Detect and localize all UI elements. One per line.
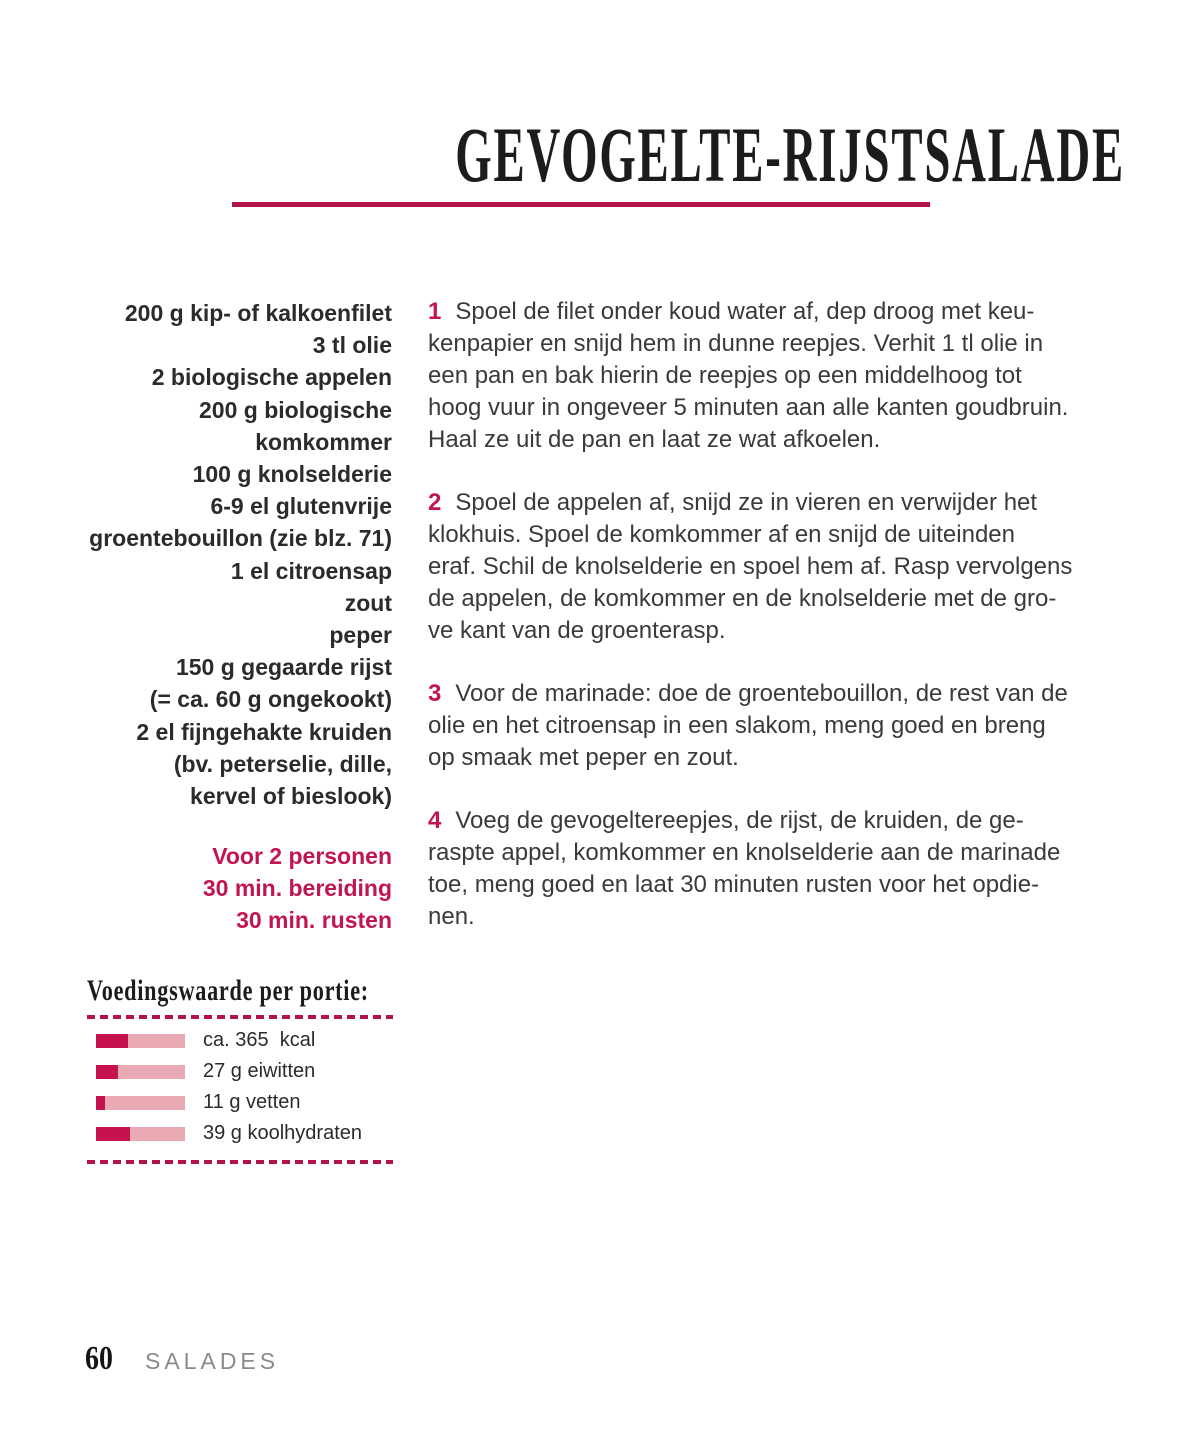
ingredient-line: 2 biologische appelen — [151, 364, 392, 391]
nutrition-bar-fill — [96, 1127, 130, 1141]
nutrition-row — [87, 1025, 393, 1056]
serving-info-line: Voor 2 personen — [212, 843, 392, 869]
ingredient-line: 1 el citroensap — [230, 557, 392, 584]
step: 3 Voor de marinade: doe de groentebouillon, de rest van de olie en het citroensap in een slakom, meng goed en breng op smaak met peper en zout. — [428, 680, 1068, 771]
nutrition-label: 39 g koolhydraten — [203, 1122, 363, 1144]
page-title — [232, 111, 1125, 198]
nutrition-row — [87, 1056, 393, 1087]
nutrition-label: 11 g vetten — [203, 1091, 301, 1113]
serving-info-line: 30 min. bereiding — [202, 875, 392, 901]
ingredients-list — [60, 297, 392, 812]
ingredient-line: 200 g biologische — [199, 396, 392, 423]
dashed-divider-top — [87, 1015, 393, 1019]
serving-info-line: 30 min. rusten — [236, 907, 392, 933]
nutrition-row — [87, 1118, 393, 1149]
ingredient-line: (bv. peterselie, dille, — [173, 750, 392, 777]
serving-info — [60, 840, 392, 936]
nutrition-bar — [96, 1034, 185, 1048]
nutrition-bar-fill — [96, 1065, 118, 1079]
ingredient-line: 3 tl olie — [312, 332, 392, 359]
step: 1 Spoel de filet onder koud water af, dep droog met keu- kenpapier en snijd hem in dunne reepjes. Verhit 1 tl olie in een pan en bak hierin de reepjes op een middelhoog tot hoog vuur in ongeveer 5 minuten aan alle kanten goudbruin. Haal ze uit de pan en laat ze wat afkoelen. — [428, 298, 1069, 453]
ingredient-line: 6-9 el glutenvrije — [210, 493, 392, 520]
nutrition-label: ca. 365 kcal — [203, 1029, 316, 1051]
nutrition-bar — [96, 1127, 185, 1141]
page-footer — [85, 1340, 279, 1378]
ingredient-line: komkommer — [255, 428, 392, 455]
step-number: 1 — [428, 298, 442, 325]
ingredient-line: (= ca. 60 g ongekookt) — [149, 686, 392, 713]
nutrition-bar-fill — [96, 1096, 105, 1110]
ingredient-line: 150 g gegaarde rijst — [175, 654, 392, 681]
nutrition-label: 27 g eiwitten — [203, 1060, 316, 1082]
nutrition-bar — [96, 1096, 185, 1110]
nutrition-rows — [87, 1025, 393, 1149]
ingredient-line: zout — [344, 589, 392, 616]
ingredient-line: peper — [329, 622, 392, 649]
step-number: 2 — [428, 489, 442, 516]
nutrition-bar-fill — [96, 1034, 128, 1048]
step: 2 Spoel de appelen af, snijd ze in vieren en verwijder het klokhuis. Spoel de komkommer af en snijd de uiteinden eraf. Schil de knolselderie en spoel hem af. Rasp vervolgens de appelen, de komkommer en de knolselderie met de gro- ve kant van de groenterasp. — [428, 489, 1073, 644]
chapter-name: SALADES — [145, 1348, 280, 1374]
ingredient-line: groentebouillon (zie blz. 71) — [89, 525, 392, 552]
dashed-divider-bottom — [87, 1160, 393, 1164]
page-number: 60 — [85, 1340, 113, 1377]
title-underline — [232, 202, 930, 207]
page-title-text: GEVOGELTE-RIJSTSALADE — [455, 111, 1125, 198]
nutrition-heading-text: Voedingswaarde per portie: — [87, 974, 369, 1007]
nutrition-row — [87, 1087, 393, 1118]
ingredient-line: 200 g kip- of kalkoenfilet — [124, 300, 392, 326]
nutrition-bar — [96, 1065, 185, 1079]
step-number: 3 — [428, 680, 442, 707]
step: 4 Voeg de gevogeltereepjes, de rijst, de kruiden, de ge- raspte appel, komkommer en knolselderie aan de marinade toe, meng goed en laat 30 minuten rusten voor het opdie- nen. — [428, 807, 1061, 930]
ingredient-line: kervel of bieslook) — [190, 783, 392, 810]
nutrition-heading — [87, 976, 393, 1006]
ingredient-line: 100 g knolselderie — [192, 461, 392, 488]
nutrition-panel — [87, 976, 393, 1164]
steps-list — [428, 296, 1096, 964]
ingredient-line: 2 el fijngehakte kruiden — [136, 718, 392, 745]
step-number: 4 — [428, 807, 442, 834]
